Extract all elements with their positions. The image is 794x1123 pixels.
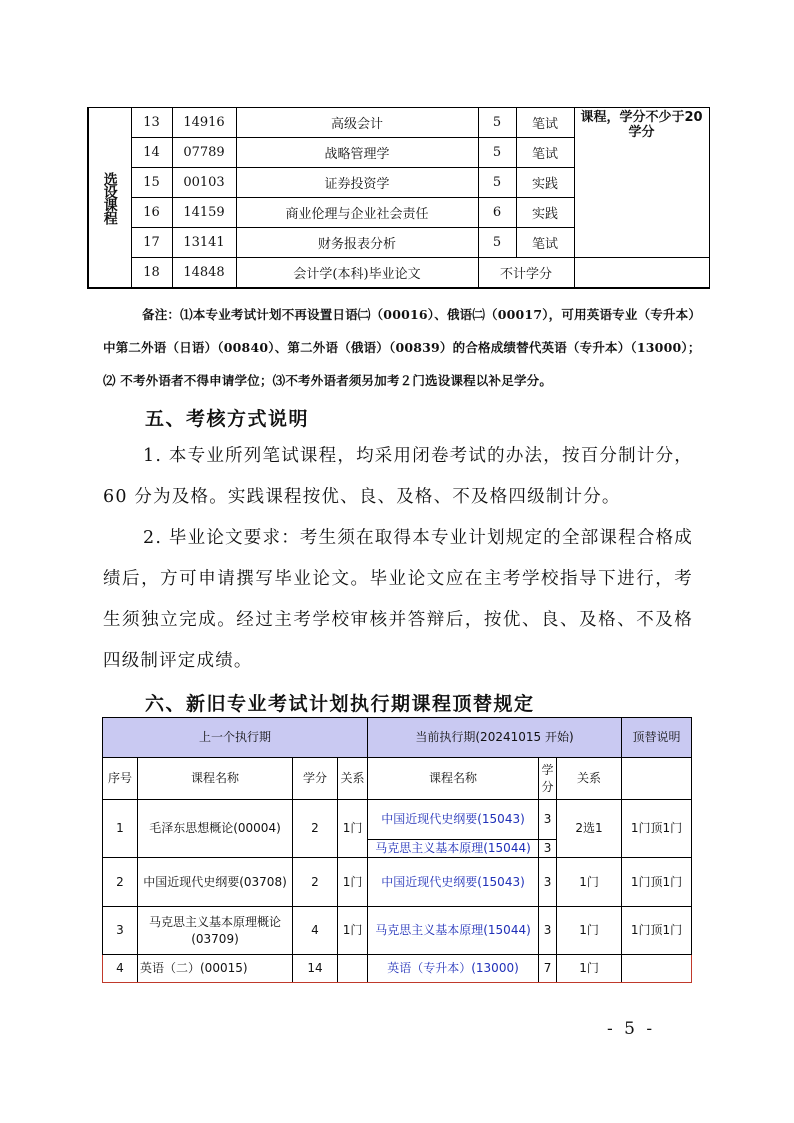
new-relation: 1门: [557, 858, 622, 907]
table-row: [103, 858, 692, 907]
replace-explain: [622, 955, 692, 983]
course-replacement-table: [102, 717, 692, 983]
course-name: 财务报表分析: [236, 228, 478, 258]
page-number: - 5 -: [607, 1019, 656, 1039]
exam-mode: 笔试: [516, 108, 574, 138]
new-credit: 3: [539, 907, 557, 955]
no-header: 序号: [103, 758, 138, 800]
course-code: 14848: [172, 258, 236, 289]
name-header: 课程名称: [368, 758, 539, 800]
course-credit: 5: [478, 168, 516, 198]
exam-mode: 笔试: [516, 138, 574, 168]
new-course-name: 英语（专升本）(13000): [368, 955, 539, 983]
explain-header: 顶替说明: [622, 718, 692, 758]
remark-note: 备注：⑴本专业考试计划不再设置日语㈡（00016）、俄语㈡（00017），可用英语专业（专升本）中第二外语（日语）（00840）、第二外语（俄语）（00839）的合格成绩替代英语（专升本）（13000）；⑵ 不考外语者不得申请学位；⑶不考外语者须另加考２门选设课程以补足学分。: [103, 307, 701, 388]
old-course-name: 毛泽东思想概论(00004): [138, 800, 293, 858]
section-5-paragraph-1: 1. 本专业所列笔试课程，均采用闭卷考试的办法，按百分制计分，60 分为及格。实践课程按优、良、及格、不及格四级制计分。: [103, 446, 693, 507]
course-name: 商业伦理与企业社会责任: [236, 198, 478, 228]
new-credit: 7: [539, 955, 557, 983]
subheader-row: [103, 758, 692, 800]
rel-header: 关系: [338, 758, 368, 800]
old-relation: 1门: [338, 858, 368, 907]
empty-cell: [574, 258, 709, 289]
course-code: 14916: [172, 108, 236, 138]
exam-mode: 笔试: [516, 228, 574, 258]
row-no: 2: [103, 858, 138, 907]
course-name: 证券投资学: [236, 168, 478, 198]
new-relation: 2选1: [557, 800, 622, 858]
replace-explain: 1门顶1门: [622, 907, 692, 955]
table-row: [88, 258, 709, 289]
table-row: [88, 108, 709, 138]
course-code: 14159: [172, 198, 236, 228]
old-relation: [338, 955, 368, 983]
course-name: 会计学(本科)毕业论文: [236, 258, 478, 289]
exam-mode: 实践: [516, 198, 574, 228]
new-credit: 3: [539, 858, 557, 907]
old-credit: 2: [293, 800, 338, 858]
old-relation: 1门: [338, 907, 368, 955]
credit-mode: 不计学分: [478, 258, 574, 289]
section-5-paragraph-2: 2. 毕业论文要求：考生须在取得本专业计划规定的全部课程合格成绩后，方可申请撰写毕业论文。毕业论文应在主考学校指导下进行，考生须独立完成。经过主考学校审核并答辩后，按优、良、及格、不及格四级制评定成绩。: [103, 528, 693, 671]
old-course-name: 中国近现代史纲要(03708): [138, 858, 293, 907]
name-header: 课程名称: [138, 758, 293, 800]
course-code: 07789: [172, 138, 236, 168]
replace-explain: 1门顶1门: [622, 800, 692, 858]
course-credit: 5: [478, 108, 516, 138]
new-course-name: 中国近现代史纲要(15043): [368, 800, 539, 840]
table-row: [103, 800, 692, 840]
new-relation: 1门: [557, 955, 622, 983]
empty-cell: [622, 758, 692, 800]
course-credit: 5: [478, 138, 516, 168]
exam-mode: 实践: [516, 168, 574, 198]
row-no: 1: [103, 800, 138, 858]
course-name: 战略管理学: [236, 138, 478, 168]
header-row: [103, 718, 692, 758]
old-credit: 4: [293, 907, 338, 955]
course-code: 13141: [172, 228, 236, 258]
elective-course-table: [87, 107, 710, 289]
table-row: [103, 907, 692, 955]
section-5-title: 五、考核方式说明: [145, 408, 310, 430]
new-credit: 3: [539, 800, 557, 840]
old-relation: 1门: [338, 800, 368, 858]
course-no: 15: [131, 168, 172, 198]
course-code: 00103: [172, 168, 236, 198]
new-relation: 1门: [557, 907, 622, 955]
old-credit: 14: [293, 955, 338, 983]
rel-header: 关系: [557, 758, 622, 800]
new-course-name: 马克思主义基本原理(15044): [368, 840, 539, 858]
credit-header: 学分: [293, 758, 338, 800]
new-credit: 3: [539, 840, 557, 858]
course-no: 18: [131, 258, 172, 289]
new-course-name: 中国近现代史纲要(15043): [368, 858, 539, 907]
table-row: [103, 955, 692, 983]
new-course-name: 马克思主义基本原理(15044): [368, 907, 539, 955]
credit-note: 课程，学分不少于20学分: [574, 108, 709, 258]
section-6-title: 六、新旧专业考试计划执行期课程顶替规定: [145, 693, 535, 715]
course-credit: 6: [478, 198, 516, 228]
credit-header: 学分: [539, 758, 557, 800]
row-no: 4: [103, 955, 138, 983]
prev-period-header: 上一个执行期: [103, 718, 368, 758]
old-course-name: 英语（二）(00015): [138, 955, 293, 983]
row-no: 3: [103, 907, 138, 955]
course-name: 高级会计: [236, 108, 478, 138]
course-no: 17: [131, 228, 172, 258]
curr-period-header: 当前执行期(20241015 开始): [368, 718, 622, 758]
course-no: 13: [131, 108, 172, 138]
category-label: 选设课程: [88, 108, 131, 289]
old-credit: 2: [293, 858, 338, 907]
replace-explain: 1门顶1门: [622, 858, 692, 907]
old-course-name: 马克思主义基本原理概论(03709): [138, 907, 293, 955]
course-credit: 5: [478, 228, 516, 258]
course-no: 14: [131, 138, 172, 168]
course-no: 16: [131, 198, 172, 228]
